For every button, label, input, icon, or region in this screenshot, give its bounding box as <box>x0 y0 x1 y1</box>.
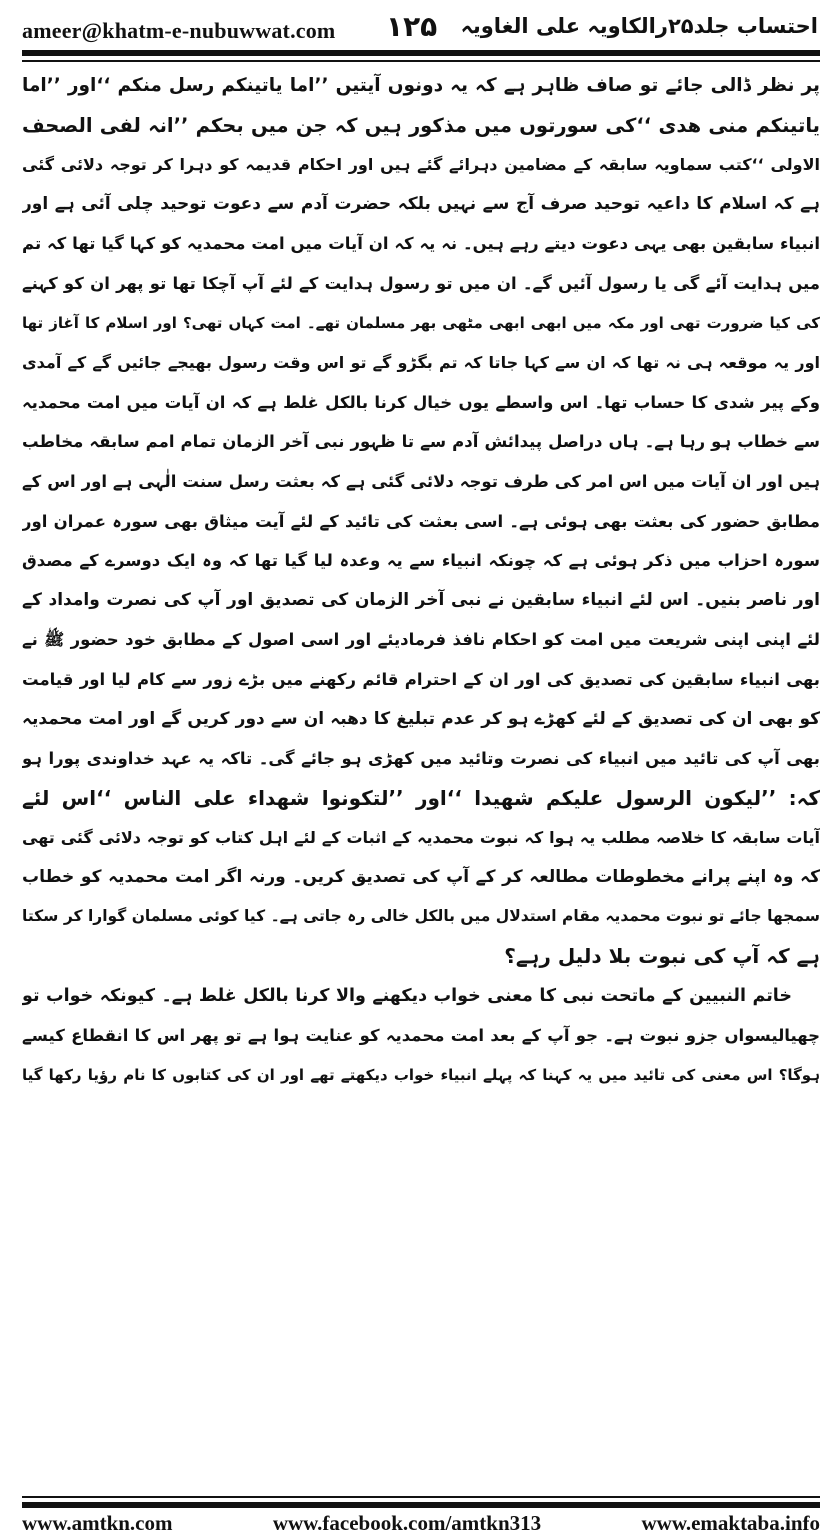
text-line: خاتم النبیین کے ماتحت نبی کا معنی خواب دیکھنے والا کرنا بالکل غلط ہے۔ کیونکہ خواب تو <box>22 985 792 1006</box>
text-line: کی کیا ضرورت تھی اور مکہ میں ابھی ابھی مٹھی بھر مسلمان تھے۔ امت کہاں تھی؟ اور اسلام کا آغاز تھا <box>22 313 820 332</box>
text-line: بھی آپ کی تائید میں انبیاء کی نصرت وتائید میں کھڑی ہو جائے گی۔ تاکہ یہ عہد خداوندی پورا ہو <box>22 749 820 769</box>
text-line: چھیالیسواں جزو نبوت ہے۔ جو آپ کے بعد امت محمدیہ کو عنایت ہوا ہے تو پھر اس کا انقطاع کیسے <box>22 1026 820 1046</box>
text-line: سورہ احزاب میں ذکر ہوئی ہے کہ چونکہ انبیاء سے یہ وعدہ لیا گیا تھا کہ وہ ایک دوسرے کے مصدق <box>22 551 820 571</box>
text-line: وکے پیر شدی کا حساب تھا۔ اس واسطے یوں خیال کرنا بالکل غلط ہے کہ ان آیات میں امت محمدیہ <box>22 392 820 412</box>
text-line: ہیں اور ان آیات میں اس امر کی طرف توجہ دلائی گئی ہے کہ بعثت رسل سنت الٰہی ہے اور اس کے <box>22 471 820 491</box>
text-line: میں ہدایت آئے گی یا رسول آئیں گے۔ ان میں تو رسول ہدایت کے لئے آپ آچکا تھا تو پھر ان کو کہنے <box>22 273 820 293</box>
text-line: لئے اپنی اپنی شریعت میں امت کو احکام نافذ فرمادیئے اور اسی اصول کے مطابق خود حضور ﷺ نے <box>22 630 820 650</box>
header-email[interactable]: ameer@khatm-e-nubuwwat.com <box>22 18 336 43</box>
text-line: کہ وہ اپنے پرانے مخطوطات مطالعہ کر کے آپ کی تصدیق کریں۔ ورنہ اگر امت محمدیہ کو خطاب <box>22 866 820 887</box>
text-line: ہوگا؟ اس معنی کی تائید میں یہ کہنا کہ پہلے انبیاء خواب دیکھتے تھے اور ان کی کتابوں کا نام رؤیا رکھا گیا <box>22 1065 820 1084</box>
footer-link-emaktaba[interactable]: www.emaktaba.info <box>641 1510 820 1535</box>
text-line: ہے کہ آپ کی نبوت بلا دلیل رہے؟ <box>504 944 820 969</box>
text-line: کہ: ’’لیکون الرسول علیکم شھیدا ‘‘اور ’’لتکونوا شھداء علی الناس ‘‘اس لئے <box>22 785 820 810</box>
footer-rule-thick <box>22 1502 820 1508</box>
page-header <box>0 0 840 44</box>
book-title: احتساب جلد۲۵رالکاویہ علی الغاویہ <box>460 14 818 38</box>
text-line: الاولی ‘‘کتب سماویہ سابقہ کے مضامین دہرائے گئے ہیں اور احکام قدیمہ کو دہرا کر توجہ دلائی گئی <box>22 155 820 175</box>
text-line: یاتینکم منی ھدی ‘‘کی سورتوں میں مذکور ہیں کہ جن میں بحکم ’’انہ لفی الصحف <box>22 113 820 137</box>
page-body <box>22 66 820 1476</box>
header-rule-thick <box>22 50 820 56</box>
page-number: ۱۲۵ <box>386 10 438 43</box>
footer-link-facebook[interactable]: www.facebook.com/amtkn313 <box>272 1510 542 1535</box>
text-line: کو بھی ان کی تصدیق کے لئے کھڑے ہو کر عدم تبلیغ کا دھبہ ان سے دور کریں گے اور امت محمدیہ <box>22 708 820 729</box>
text-line: ہے کہ اسلام کا داعیہ توحید صرف آج سے نہیں بلکہ حضرت آدم سے دعوت توحید چلی آئی ہے اور <box>22 193 820 214</box>
page-footer <box>22 1510 820 1536</box>
text-line: آیات سابقہ کا خلاصہ مطلب یہ ہوا کہ نبوت محمدیہ کے اثبات کے لئے اہل کتاب کو توجہ دلائی گئی تھی <box>22 828 820 848</box>
text-line: بھی انبیاء سابقین کی تصدیق کی اور ان کے احترام قائم رکھنے میں بڑے زور سے کام لیا اور قیامت <box>22 669 820 689</box>
text-line: سے خطاب ہو رہا ہے۔ ہاں دراصل پیدائش آدم سے تا ظہور نبی آخر الزمان تمام امم سابقہ مخاطب <box>22 432 820 452</box>
text-line: سمجھا جائے تو نبوت محمدیہ مقام استدلال میں بالکل خالی رہ جاتی ہے۔ کیا کوئی مسلمان گوارا کر سکتا <box>22 907 820 926</box>
text-line: انبیاء سابقین بھی یہی دعوت دیتے رہے ہیں۔ نہ یہ کہ ان آیات میں امت محمدیہ کو کہا گیا تھا کہ تم <box>22 234 820 254</box>
footer-link-amtkn[interactable]: www.amtkn.com <box>22 1510 173 1535</box>
text-line: پر نظر ڈالی جائے تو صاف ظاہر ہے کہ یہ دونوں آیتیں ’’اما یاتینکم رسل منکم ‘‘اور ’’اما <box>22 75 820 96</box>
header-rule-thin <box>22 60 820 62</box>
text-line: اور ناصر بنیں۔ اس لئے انبیاء سابقین نے نبی آخر الزمان کی تصدیق اور آپ کی نصرت وامداد کے <box>22 589 820 610</box>
text-line: اور یہ موقعہ ہی نہ تھا کہ ان سے کہا جاتا کہ تم بگڑو گے تو اس وقت رسول بھیجے جائیں گے کے آمدی <box>22 353 820 373</box>
footer-rule-thin <box>22 1496 820 1498</box>
text-line: مطابق حضور کی بعثت بھی ہوئی ہے۔ اسی بعثت کی تائید کے لئے آیت میثاق بھی سورہ عمران اور <box>22 511 820 531</box>
